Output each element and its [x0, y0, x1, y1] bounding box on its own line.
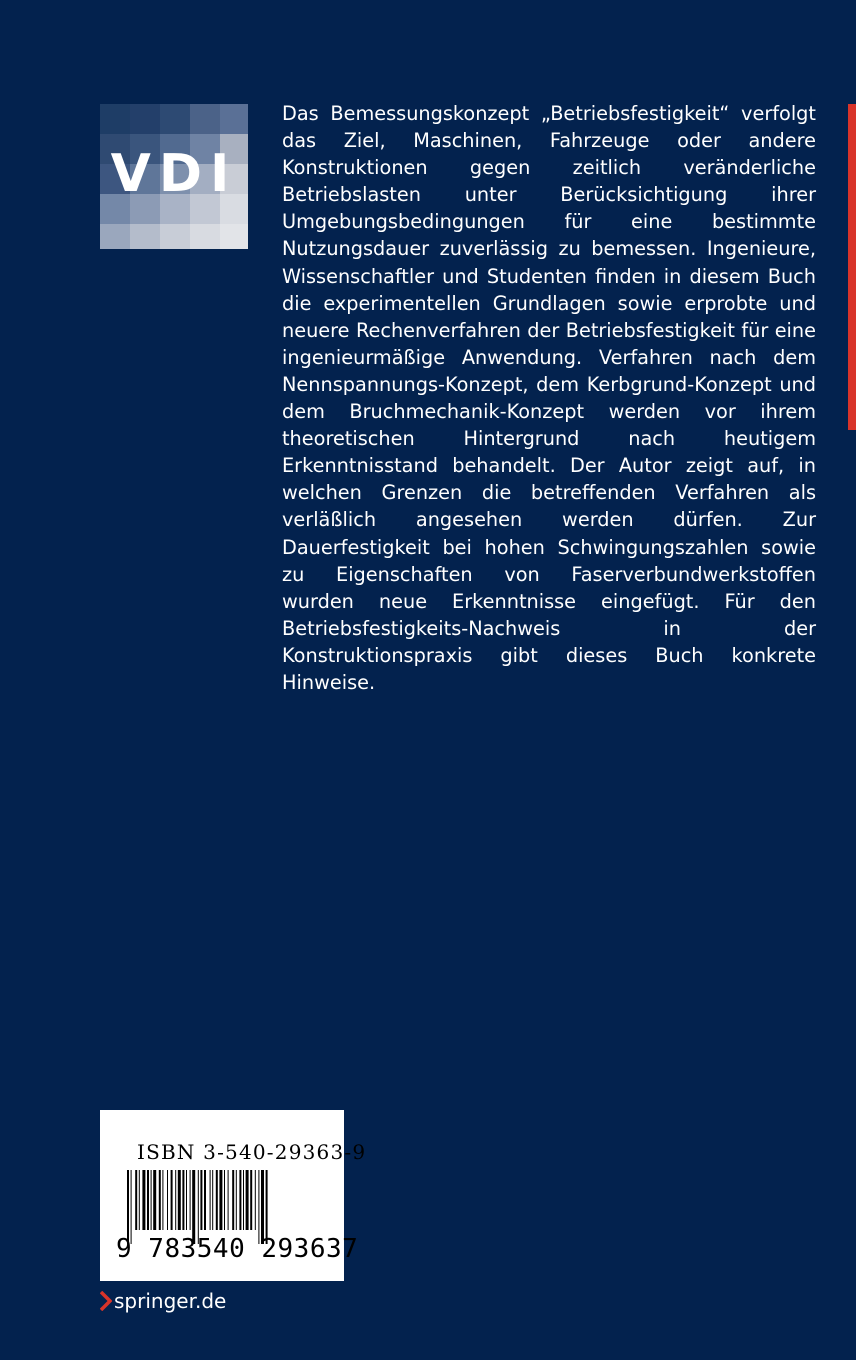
vdi-logo — [100, 104, 248, 249]
book-description: Das Bemessungskonzept „Betriebsfestigkeit“ verfolgt das Ziel, Maschinen, Fahrzeuge oder andere Konstruktionen gegen zeitlich veränderliche Betriebslasten unter Berücksichtigung ihrer Umgebungsbedingungen für eine bestimmte Nutzungsdauer zuverlässig zu bemessen. Ingenieure, Wissenschaftler und Studenten finden in diesem Buch die experimentellen Grundlagen sowie erprobte und neuere Rechenverfahren der Betriebsfestigkeit für eine ingenieurmäßige Anwendung. Verfahren nach dem Nennspannungs-Konzept, dem Kerbgrund-Konzept und dem Bruchmechanik-Konzept werden vor ihrem theoretischen Hintergrund nach heutigem Erkenntnisstand behandelt. Der Autor zeigt auf, in welchen Grenzen die betreffenden Verfahren als verläßlich angesehen werden dürfen. Zur Dauerfestigkeit bei hohen Schwingungszahlen sowie zu Eigenschaften von Faserverbundwerkstoffen wurden neue Erkenntnisse eingefügt. Für den Betriebsfestigkeits-Nachweis in der Konstruktionspraxis gibt dieses Buch konkrete Hinweise. — [282, 102, 816, 694]
isbn-barcode-label — [100, 1110, 367, 1281]
barcode-bar — [204, 1170, 206, 1230]
barcode-bar — [255, 1170, 256, 1230]
publisher-website-link[interactable]: springer.de — [114, 1289, 227, 1313]
barcode-bar — [167, 1170, 168, 1230]
barcode-bar — [258, 1170, 259, 1244]
ean-digits: 9 783540 293637 — [116, 1234, 359, 1264]
barcode-bar — [228, 1170, 229, 1230]
vdi-logo-text: VDI — [110, 144, 238, 204]
barcode-bar — [190, 1170, 191, 1230]
barcode-bar — [198, 1170, 199, 1244]
barcode-bar — [232, 1170, 234, 1230]
barcode-bar — [216, 1170, 218, 1230]
barcode-bar — [186, 1170, 187, 1230]
barcode-bar — [159, 1170, 161, 1230]
barcode-bar — [236, 1170, 237, 1230]
barcode-bar — [171, 1170, 173, 1230]
barcode-bar — [224, 1170, 225, 1230]
barcode-bar — [131, 1170, 132, 1244]
barcode-bar — [147, 1170, 149, 1230]
barcode-bar — [246, 1170, 249, 1230]
barcode-bar — [200, 1170, 202, 1230]
barcode-bar — [139, 1170, 140, 1230]
barcode-bar — [212, 1170, 213, 1230]
barcode-bar — [250, 1170, 252, 1230]
barcode-icon — [127, 1170, 321, 1244]
barcode-bar — [135, 1170, 137, 1230]
barcode-bar — [261, 1170, 264, 1244]
barcode-bar — [162, 1170, 163, 1230]
barcode-bar — [219, 1170, 222, 1230]
barcode-bar — [127, 1170, 129, 1244]
red-accent-stripe — [848, 104, 856, 430]
isbn-number: ISBN 3-540-29363-9 — [137, 1140, 367, 1164]
chevron-right-icon — [100, 1291, 112, 1311]
barcode-bar — [175, 1170, 176, 1230]
barcode-bar — [192, 1170, 195, 1244]
barcode-bar — [178, 1170, 181, 1230]
barcode-bar — [182, 1170, 184, 1230]
barcode-bar — [266, 1170, 268, 1244]
barcode-bar — [239, 1170, 241, 1230]
barcode-bar — [210, 1170, 211, 1230]
barcode-bar — [142, 1170, 145, 1230]
barcode-bar — [153, 1170, 156, 1230]
barcode-bar — [243, 1170, 244, 1230]
barcode-bar — [151, 1170, 152, 1230]
